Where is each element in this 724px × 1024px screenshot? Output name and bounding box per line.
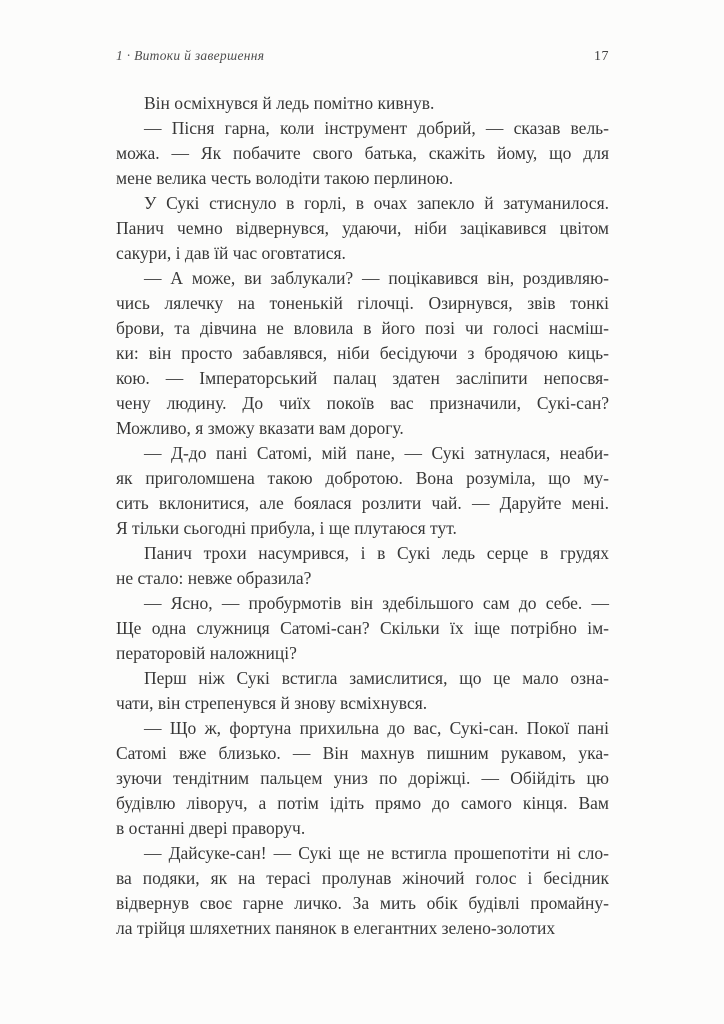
paragraph — [116, 266, 609, 441]
text-line: ла трійця шляхетних панянок в елегантних зелено-золотих — [116, 918, 556, 938]
text-line: Панич чемно відвернувся, удаючи, ніби зацікавився цвітом — [116, 218, 609, 238]
text-line: Панич трохи насумрився, і в Сукі ледь серце в грудях — [144, 543, 609, 563]
text-line: Сатомі вже близько. — Він махнув пишним рукавом, ука- — [116, 743, 609, 763]
text-line: чену людину. До чиїх покоїв вас призначили, Сукі-сан? — [116, 393, 609, 413]
text-line: як приголомшена такою добротою. Вона розуміла, що му- — [116, 468, 609, 488]
text-line: в останні двері праворуч. — [116, 818, 306, 838]
paragraph — [116, 91, 609, 116]
paragraph — [116, 116, 609, 191]
paragraph — [116, 841, 609, 941]
text-line: Ще одна служниця Сатомі-сан? Скільки їх іще потрібно ім- — [116, 618, 609, 638]
text-line: брови, та дівчина не вловила в його позі чи голосі насміш- — [116, 318, 609, 338]
text-line: Можливо, я зможу вказати вам дорогу. — [116, 418, 404, 438]
text-line: — Пісня гарна, коли інструмент добрий, — сказав вель- — [144, 118, 609, 138]
text-line: можа. — Як побачите свого батька, скажіть йому, що для — [116, 143, 609, 163]
paragraph — [116, 666, 609, 716]
text-line: — Д-до пані Сатомі, мій пане, — Сукі затнулася, неаби- — [144, 443, 609, 463]
running-header — [116, 47, 609, 65]
text-line: чати, він стрепенувся й знову всміхнувся. — [116, 693, 428, 713]
text-line: сакури, і дав їй час оговтатися. — [116, 243, 346, 263]
text-line: чись лялечку на тоненькій гілочці. Озирнувся, звів тонкі — [116, 293, 609, 313]
text-line: У Сукі стиснуло в горлі, в очах запекло й затуманилося. — [144, 193, 609, 213]
text-line: будівлю ліворуч, а потім ідіть прямо до самого кінця. Вам — [116, 793, 609, 813]
text-line: Він осміхнувся й ледь помітно кивнув. — [144, 93, 435, 113]
text-line: сить вклонитися, але боялася розлити чай. — Даруйте мені. — [116, 493, 609, 513]
paragraph — [116, 441, 609, 541]
text-line: мене велика честь володіти такою перлиною. — [116, 168, 454, 188]
body-text — [116, 91, 609, 941]
text-line: відвернув своє гарне личко. За мить обік будівлі промайну- — [116, 893, 609, 913]
text-line: не стало: невже образила? — [116, 568, 312, 588]
text-line: — Що ж, фортуна прихильна до вас, Сукі-сан. Покої пані — [144, 718, 609, 738]
paragraph — [116, 541, 609, 591]
text-line: ки: він просто забавлявся, ніби бесідуючи з бродячою киць- — [116, 343, 609, 363]
text-line: ператоровій наложниці? — [116, 643, 297, 663]
text-line: ва подяки, як на терасі пролунав жіночий голос і бесідник — [116, 868, 609, 888]
paragraph — [116, 591, 609, 666]
text-line: Перш ніж Сукі встигла замислитися, що це мало озна- — [144, 668, 609, 688]
text-line: — А може, ви заблукали? — поцікавився він, роздивляю- — [144, 268, 609, 288]
chapter-title: 1 · Витоки й завершення — [116, 48, 265, 63]
text-line: зуючи тендітним пальцем униз по доріжці. — Обійдіть цю — [116, 768, 609, 788]
text-line: — Ясно, — пробурмотів він здебільшого сам до себе. — — [144, 593, 609, 613]
text-line: Я тільки сьогодні прибула, і ще плутаюся тут. — [116, 518, 457, 538]
text-line: — Дайсуке-сан! — Сукі ще не встигла прошепотіти ні сло- — [144, 843, 609, 863]
text-line: кою. — Імператорський палац здатен засліпити непосвя- — [116, 368, 609, 388]
page-number: 17 — [594, 49, 609, 64]
paragraph — [116, 716, 609, 841]
paragraph — [116, 191, 609, 266]
